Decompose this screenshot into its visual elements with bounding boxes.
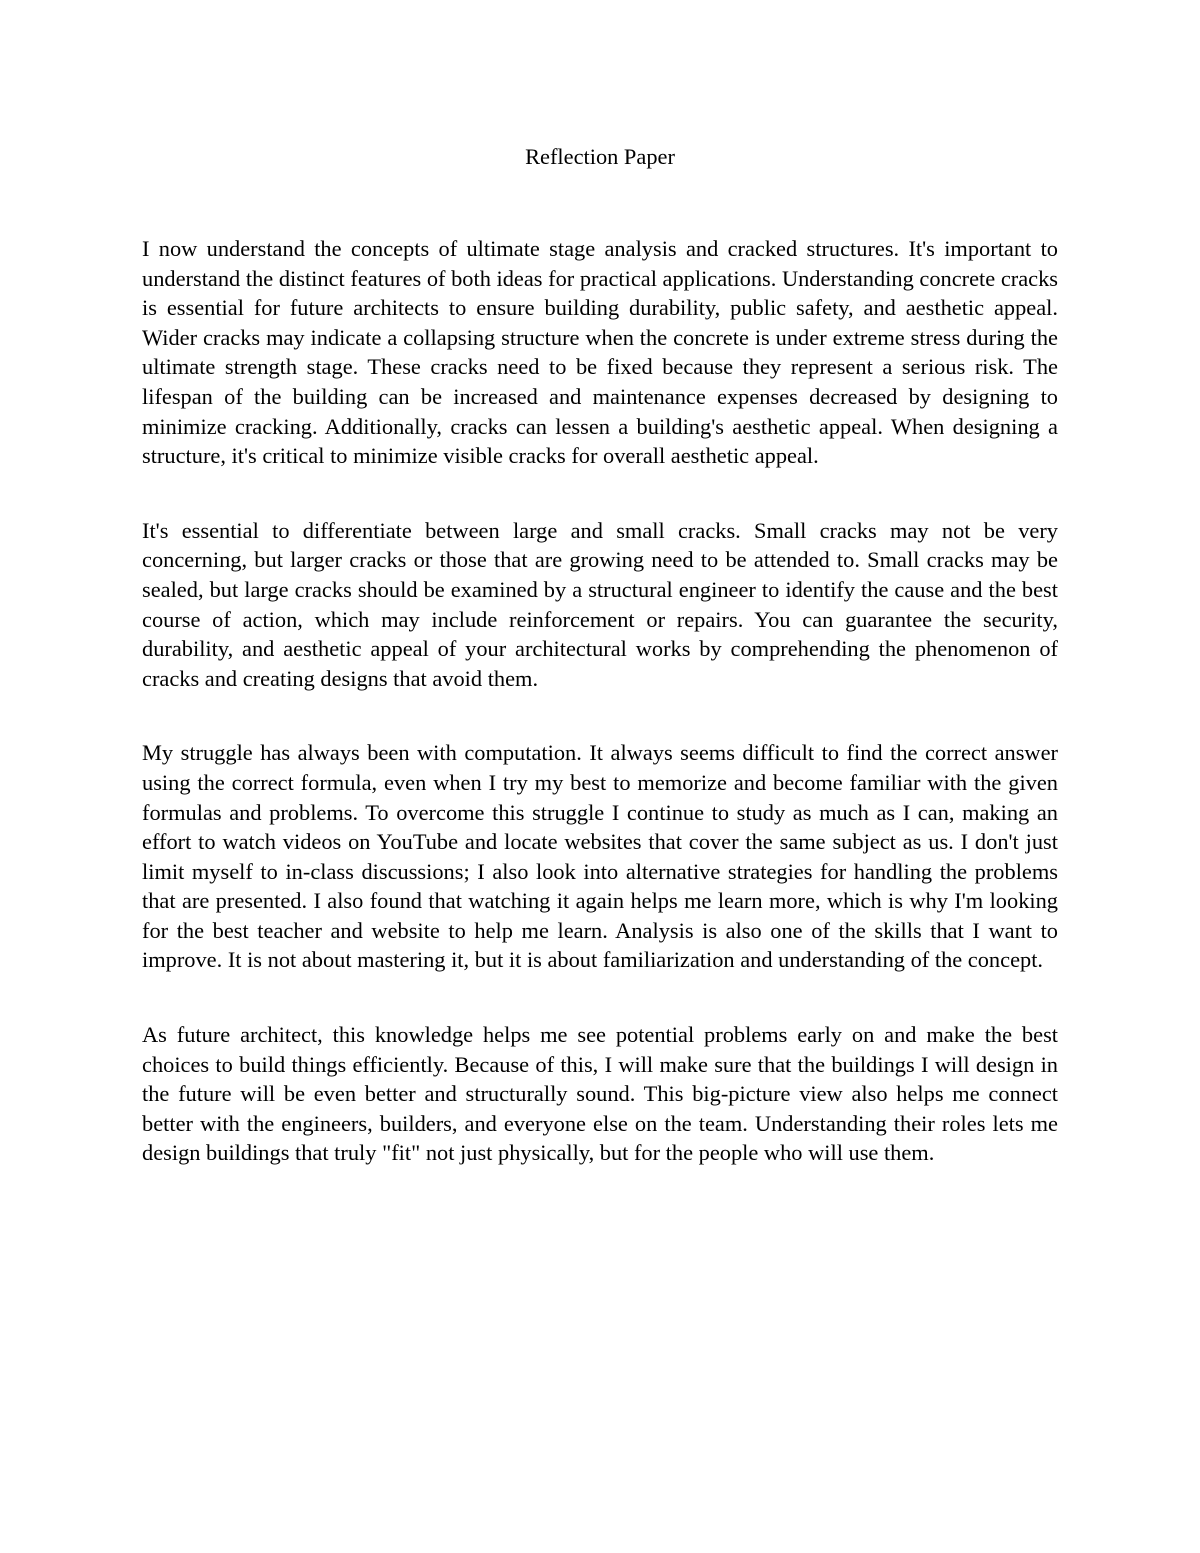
paragraph-3: My struggle has always been with computation. It always seems difficult to find the correct answer using the correct formula, even when I try my best to memorize and become familiar with the given formulas and problems. To overcome this struggle I continue to study as much as I can, making an effort to watch videos on YouTube and locate websites that cover the same subject as us. I don't just limit myself to in-class discussions; I also look into alternative strategies for handling the problems that are presented. I also found that watching it again helps me learn more, which is why I'm looking for the best teacher and website to help me learn. Analysis is also one of the skills that I want to improve. It is not about mastering it, but it is about familiarization and understanding of the concept. (142, 740, 1058, 973)
document-body (142, 234, 1058, 1168)
paragraph-4: As future architect, this knowledge helps me see potential problems early on and make the best choices to build things efficiently. Because of this, I will make sure that the buildings I will design in the future will be even better and structurally sound. This big-picture view also helps me connect better with the engineers, builders, and everyone else on the team. Understanding their roles lets me design buildings that truly "fit" not just physically, but for the people who will use them. (142, 1022, 1058, 1166)
paragraph-1: I now understand the concepts of ultimate stage analysis and cracked structures. It's important to understand the distinct features of both ideas for practical applications. Understanding concrete cracks is essential for future architects to ensure building durability, public safety, and aesthetic appeal. Wider cracks may indicate a collapsing structure when the concrete is under extreme stress during the ultimate strength stage. These cracks need to be fixed because they represent a serious risk. The lifespan of the building can be increased and maintenance expenses decreased by designing to minimize cracking. Additionally, cracks can lessen a building's aesthetic appeal. When designing a structure, it's critical to minimize visible cracks for overall aesthetic appeal. (142, 236, 1058, 469)
document-title: Reflection Paper (525, 144, 675, 169)
paragraph-2: It's essential to differentiate between large and small cracks. Small cracks may not be very concerning, but larger cracks or those that are growing need to be attended to. Small cracks may be sealed, but large cracks should be examined by a structural engineer to identify the cause and the best course of action, which may include reinforcement or repairs. You can guarantee the security, durability, and aesthetic appeal of your architectural works by comprehending the phenomenon of cracks and creating designs that avoid them. (142, 517, 1058, 691)
